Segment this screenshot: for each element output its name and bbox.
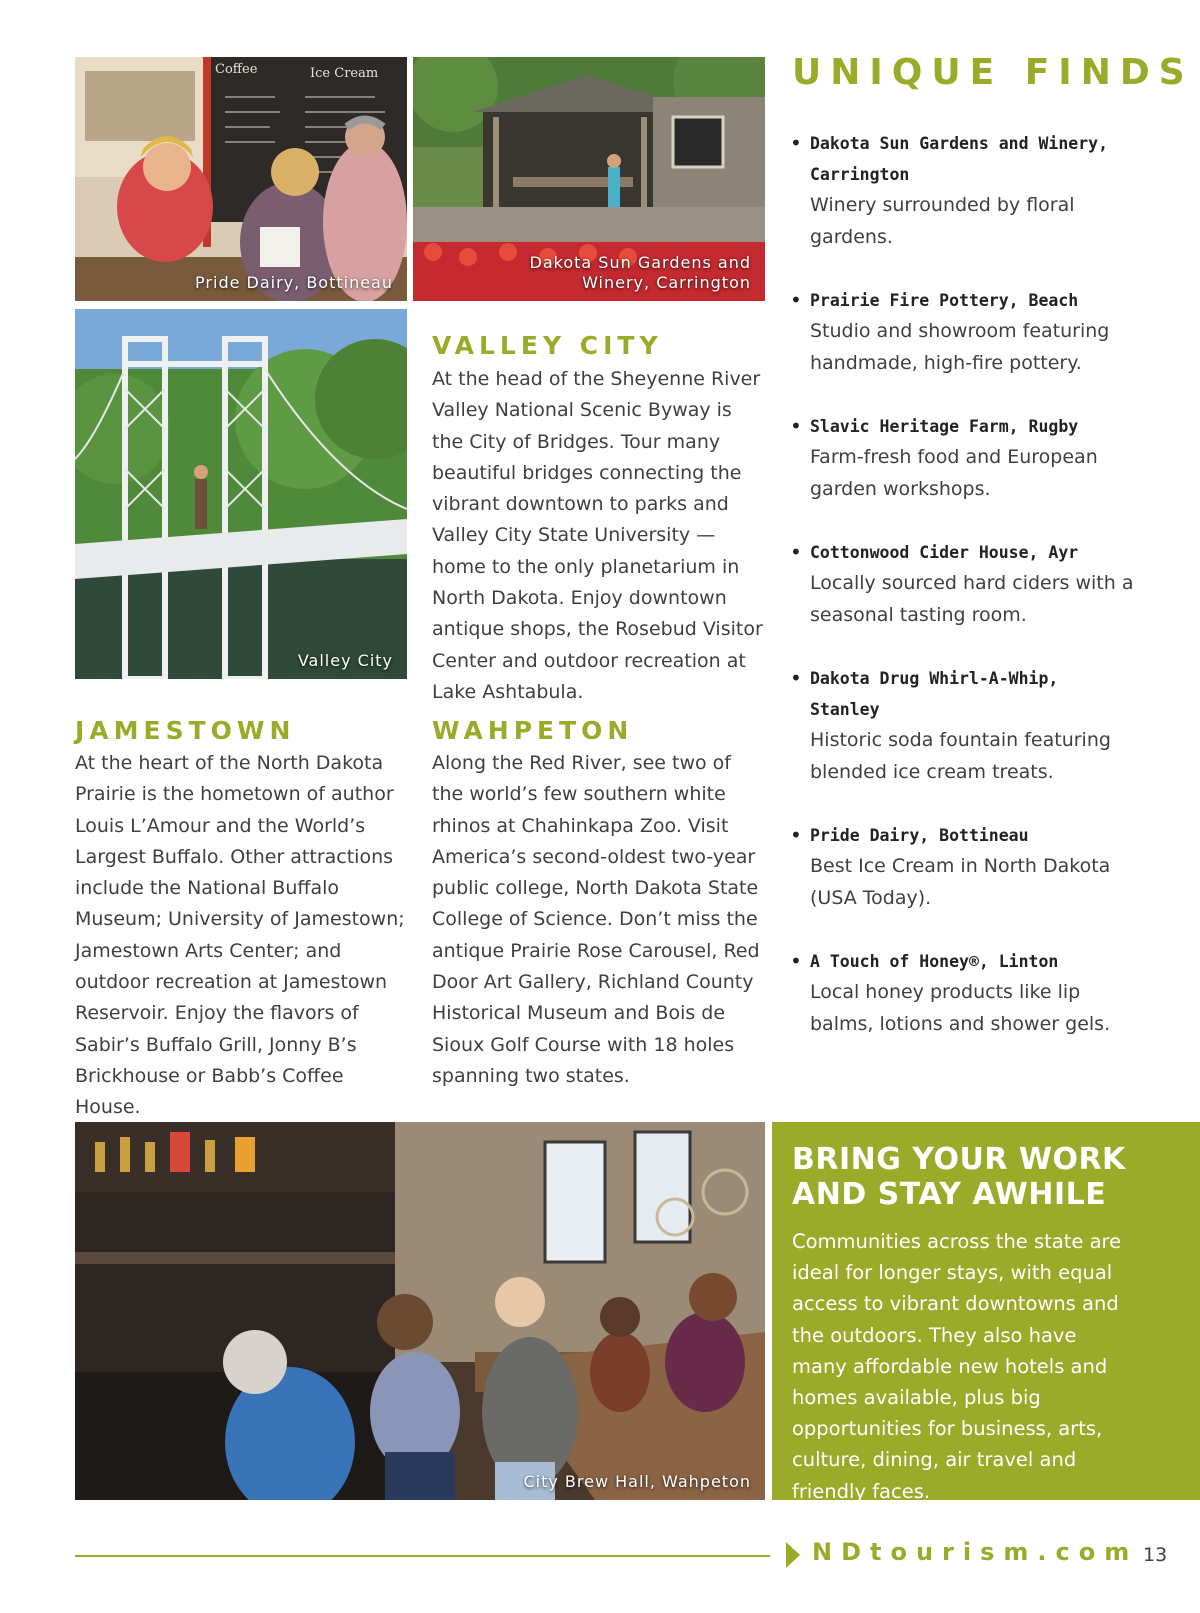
bridge-illustration xyxy=(75,309,407,679)
callout-title-line-1: BRING YOUR WORK xyxy=(792,1142,1126,1177)
find-name: • Prairie Fire Pottery, Beach xyxy=(810,291,1079,310)
jamestown-body: At the heart of the North Dakota Prairie is the hometown of author Louis L’Amour and the World’s Largest Buffalo. Other attractions include the National Buffalo Museum; University of Jamestown; Jamestown Arts Center; and outdoor recreation at Jamestown Reservoir. Enjoy the flavors of Sabir’s Buffalo Grill, Jonny B’s Brickhouse or Babb’s Coffee House. xyxy=(75,752,405,1119)
caption-dakota-sun-gardens xyxy=(530,253,751,293)
list-item xyxy=(790,663,1135,788)
unique-finds-title: UNIQUE FINDS xyxy=(792,52,1194,93)
find-description: Best Ice Cream in North Dakota (USA Today). xyxy=(810,855,1111,909)
callout-body: Communities across the state are ideal for longer stays, with equal access to vibrant downtowns and the outdoors. They also have many affordable new hotels and homes available, plus big opportunities for business, arts, culture, dining, air travel and friendly faces. xyxy=(792,1230,1122,1503)
caption-pride-dairy: Pride Dairy, Bottineau xyxy=(195,273,393,292)
caption-line-1: Dakota Sun Gardens and xyxy=(529,253,751,272)
footer-divider xyxy=(75,1555,770,1557)
caption-line-2: Winery, Carrington xyxy=(582,273,751,292)
find-description: Winery surrounded by floral gardens. xyxy=(810,194,1075,248)
callout-title xyxy=(792,1142,1126,1212)
find-name: • A Touch of Honey®, Linton xyxy=(810,952,1059,971)
photo-valley-city xyxy=(75,309,407,679)
photo-dakota-sun-gardens xyxy=(413,57,765,301)
find-description: Locally sourced hard ciders with a seasonal tasting room. xyxy=(810,572,1134,626)
photo-city-brew-hall xyxy=(75,1122,765,1500)
pride-dairy-illustration xyxy=(75,57,407,301)
callout-box xyxy=(772,1122,1200,1503)
find-description: Historic soda fountain featuring blended ice cream treats. xyxy=(810,729,1111,783)
photo-pride-dairy xyxy=(75,57,407,301)
valley-city-heading: VALLEY CITY xyxy=(432,331,663,360)
arrow-right-icon xyxy=(786,1542,800,1568)
valley-city-body: At the head of the Sheyenne River Valley National Scenic Byway is the City of Bridges. Tour many beautiful bridges connecting the vibrant downtown to parks and Valley City State University — home to the only planetarium in North Dakota. Enjoy downtown antique shops, the Rosebud Visitor Center and outdoor recreation at Lake Ashtabula. xyxy=(432,368,763,703)
find-description: Local honey products like lip balms, lotions and shower gels. xyxy=(810,981,1111,1035)
find-name: • Dakota Drug Whirl-A-Whip, Stanley xyxy=(810,669,1059,719)
list-item xyxy=(790,128,1135,253)
caption-valley-city: Valley City xyxy=(297,651,393,670)
footer-website-link[interactable]: NDtourism.com xyxy=(812,1538,1139,1566)
list-item xyxy=(790,411,1135,505)
jamestown-heading: JAMESTOWN xyxy=(75,716,296,745)
find-name: • Cottonwood Cider House, Ayr xyxy=(810,543,1079,562)
caption-city-brew-hall: City Brew Hall, Wahpeton xyxy=(523,1472,751,1491)
wahpeton-body: Along the Red River, see two of the world’s few southern white rhinos at Chahinkapa Zoo. Visit America’s second-oldest two-year public college, North Dakota State College of Science. Don’t miss the antique Prairie Rose Carousel, Red Door Art Gallery, Richland County Historical Museum and Bois de Sioux Golf Course with 18 holes spanning two states. xyxy=(432,752,760,1087)
list-item xyxy=(790,946,1135,1040)
menu-board-ice-cream: Ice Cream xyxy=(310,66,379,81)
callout-title-line-2: AND STAY AWHILE xyxy=(792,1177,1107,1212)
find-name: • Pride Dairy, Bottineau xyxy=(810,826,1029,845)
list-item xyxy=(790,820,1135,914)
find-description: Studio and showroom featuring handmade, high-fire pottery. xyxy=(810,320,1110,374)
list-item xyxy=(790,285,1135,379)
list-item xyxy=(790,537,1135,631)
unique-finds-list xyxy=(790,128,1135,1072)
page-number: 13 xyxy=(1143,1544,1168,1566)
find-name: • Dakota Sun Gardens and Winery, Carrington xyxy=(810,134,1109,184)
menu-board-coffee: Coffee xyxy=(215,62,258,77)
find-description: Farm-fresh food and European garden workshops. xyxy=(810,446,1098,500)
find-name: • Slavic Heritage Farm, Rugby xyxy=(810,417,1079,436)
brew-hall-illustration xyxy=(75,1122,765,1500)
wahpeton-heading: WAHPETON xyxy=(432,716,634,745)
